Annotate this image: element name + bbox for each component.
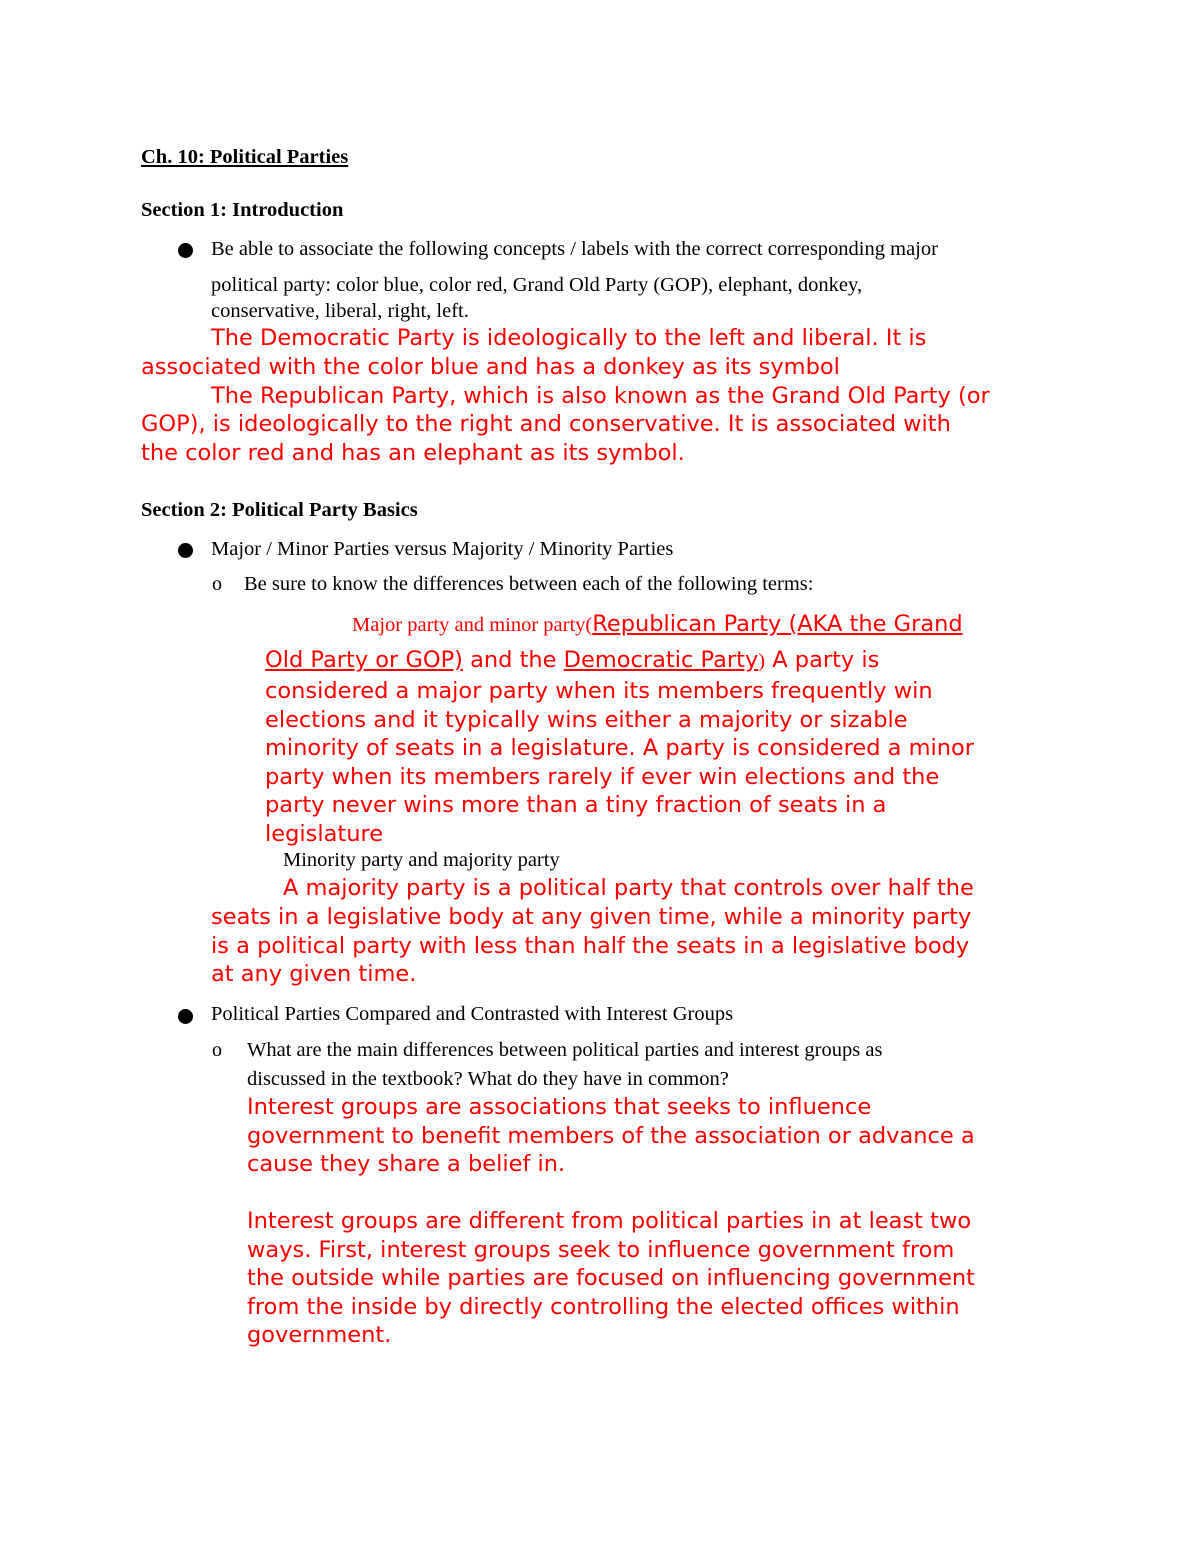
section-1-bullet-line-3: conservative, liberal, right, left. [211,300,469,322]
answer-democratic-line-1: The Democratic Party is ideologically to the left and liberal. It is [211,325,927,351]
section-1-bullet-line-2: political party: color blue, color red, Grand Old Party (GOP), elephant, donkey, [211,274,863,296]
section-2-bullet-1: Major / Minor Parties versus Majority / Minority Parties [211,538,674,560]
section-1-bullet-line-1: Be able to associate the following concepts / labels with the correct corresponding major [211,238,938,260]
major-party-line [352,611,963,637]
minority-answer-rest: seats in a legislative body at any given time, while a minority party is a political party with less than half the seats in a legislative body at any given time. [211,904,972,987]
section-2-sub-2-line-2: discussed in the textbook? What do they have in common? [247,1068,729,1090]
page-title: Ch. 10: Political Parties [141,146,349,168]
minority-party-label: Minority party and majority party [283,849,560,871]
section-2-heading: Section 2: Political Party Basics [141,499,418,521]
section-2-sub-2-line-1: What are the main differences between political parties and interest groups as [247,1039,883,1061]
bullet-icon [178,243,193,258]
major-party-rest: A party is [765,647,880,673]
major-party-line-2 [265,647,879,673]
answer-democratic-line-2: associated with the color blue and has a donkey as its symbol [141,354,840,380]
sub-bullet-icon: o [212,573,222,595]
answer-republican-line-2: GOP), is ideologically to the right and conservative. It is associated with [141,411,951,437]
section-2-sub-1: Be sure to know the differences between each of the following terms: [244,573,814,595]
section-1-heading: Section 1: Introduction [141,199,344,221]
major-party-paren: ) [758,650,766,672]
bullet-icon [178,1009,193,1024]
minority-answer-line-1: A majority party is a political party that controls over half the [283,875,974,901]
bullet-icon [178,543,193,558]
section-2-bullet-2: Political Parties Compared and Contrasted with Interest Groups [211,1003,734,1025]
interest-groups-answer-1: Interest groups are associations that seeks to influence government to benefit members of the association or advance a cause they share a belief in. [247,1094,975,1177]
republican-party-link-2[interactable]: Old Party or GOP) [265,647,463,673]
democratic-party-link[interactable]: Democratic Party [563,647,759,673]
interest-groups-answer-2: Interest groups are different from political parties in at least two ways. First, interest groups seek to influence government from the outside while parties are focused on influencing government from the inside by directly controlling the elected offices within government. [247,1208,976,1348]
major-party-answer: considered a major party when its members frequently win elections and it typically wins either a majority or sizable minority of seats in a legislature. A party is considered a minor party when its members rarely if ever win elections and the party never wins more than a tiny fraction of seats in a legislature [265,678,975,847]
republican-party-link-1[interactable]: Republican Party (AKA the Grand [592,611,963,637]
answer-republican-line-1: The Republican Party, which is also known as the Grand Old Party (or [211,383,990,409]
sub-bullet-icon: o [212,1039,222,1061]
answer-republican-line-3: the color red and has an elephant as its symbol. [141,440,685,466]
major-party-and: and the [462,647,564,673]
major-party-intro: Major party and minor party( [352,614,593,636]
